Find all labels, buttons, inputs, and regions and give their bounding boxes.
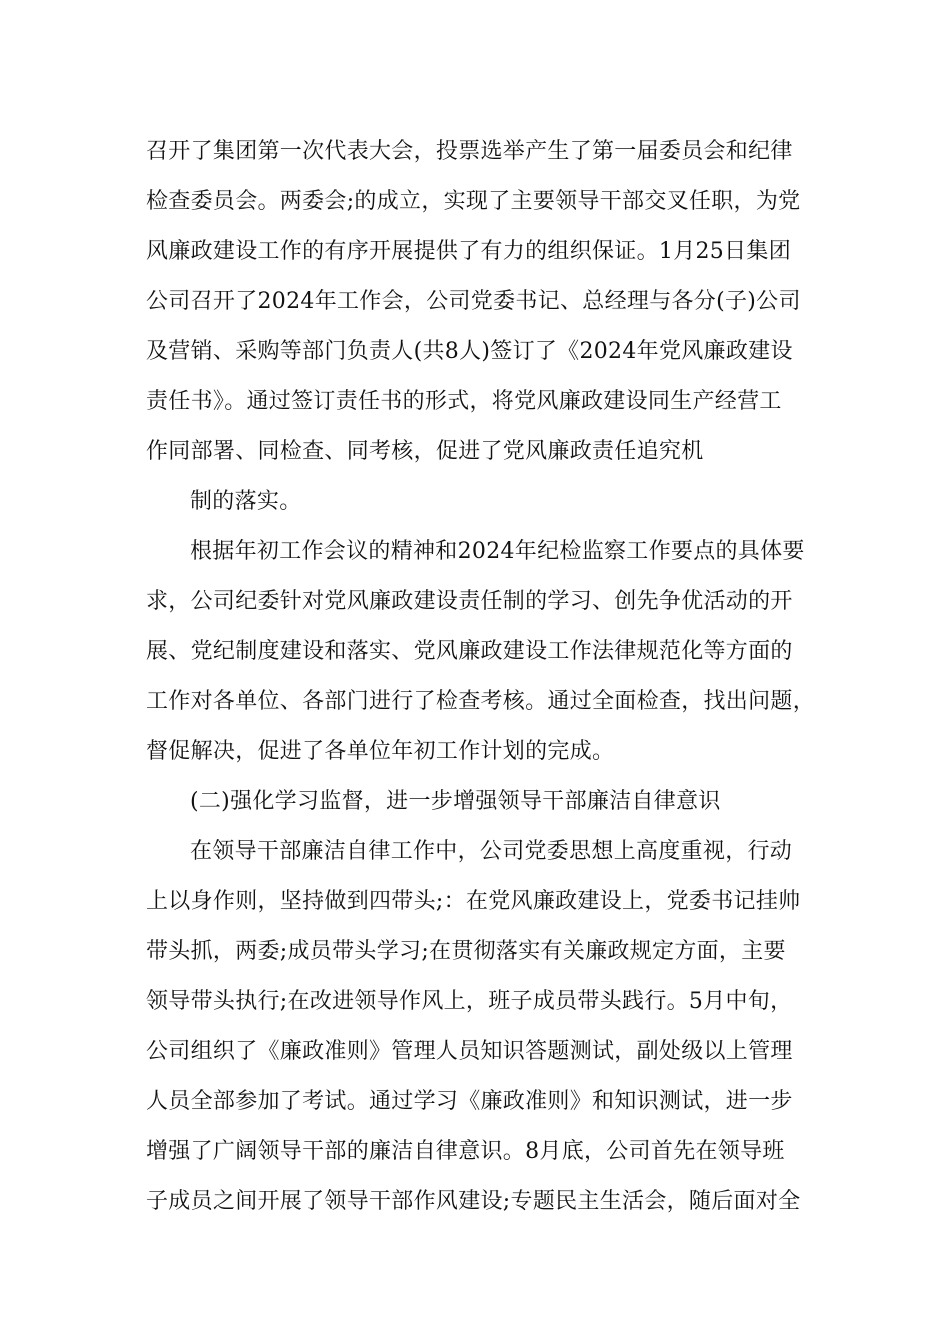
text-line: 及营销、采购等部门负责人(共8人)签订了《2024年党风廉政建设 <box>146 339 793 364</box>
text-line: 工作对各单位、各部门进行了检查考核。通过全面检查，找出问题， <box>146 689 816 714</box>
text-line: 领导带头执行;在改进领导作风上，班子成员带头践行。5月中旬， <box>146 989 793 1014</box>
text-line: 公司组织了《廉政准则》管理人员知识答题测试，副处级以上管理 <box>146 1039 793 1064</box>
text-line: 展、党纪制度建设和落实、党风廉政建设工作法律规范化等方面的 <box>146 639 793 664</box>
text-line: 人员全部参加了考试。通过学习《廉政准则》和知识测试，进一步 <box>146 1089 793 1114</box>
text-line: 带头抓，两委;成员带头学习;在贯彻落实有关廉政规定方面，主要 <box>146 939 786 964</box>
paragraph-start: 在领导干部廉洁自律工作中，公司党委思想上高度重视，行动 <box>190 839 793 864</box>
text-line: 公司召开了2024年工作会，公司党委书记、总经理与各分(子)公司 <box>146 289 801 314</box>
text-line: 召开了集团第一次代表大会，投票选举产生了第一届委员会和纪律 <box>146 139 793 164</box>
section-heading: (二)强化学习监督，进一步增强领导干部廉洁自律意识 <box>190 789 721 814</box>
text-line: 上以身作则，坚持做到四带头;：在党风廉政建设上，党委书记挂帅 <box>146 889 801 914</box>
text-line: 检查委员会。两委会;的成立，实现了主要领导干部交叉任职，为党 <box>146 189 801 214</box>
text-line: 制的落实。 <box>190 489 302 514</box>
text-line: 督促解决，促进了各单位年初工作计划的完成。 <box>146 739 615 764</box>
text-line: 子成员之间开展了领导干部作风建设;专题民主生活会，随后面对全 <box>146 1189 801 1214</box>
paragraph-start: 根据年初工作会议的精神和2024年纪检监察工作要点的具体要 <box>190 539 805 564</box>
text-line: 求，公司纪委针对党风廉政建设责任制的学习、创先争优活动的开 <box>146 589 793 614</box>
text-line: 增强了广阔领导干部的廉洁自律意识。8月底，公司首先在领导班 <box>146 1139 785 1164</box>
text-line: 作同部署、同检查、同考核，促进了党风廉政责任追究机 <box>146 439 704 464</box>
text-line: 风廉政建设工作的有序开展提供了有力的组织保证。1月25日集团 <box>146 239 791 264</box>
text-line: 责任书》。通过签订责任书的形式，将党风廉政建设同生产经营工 <box>146 389 782 414</box>
